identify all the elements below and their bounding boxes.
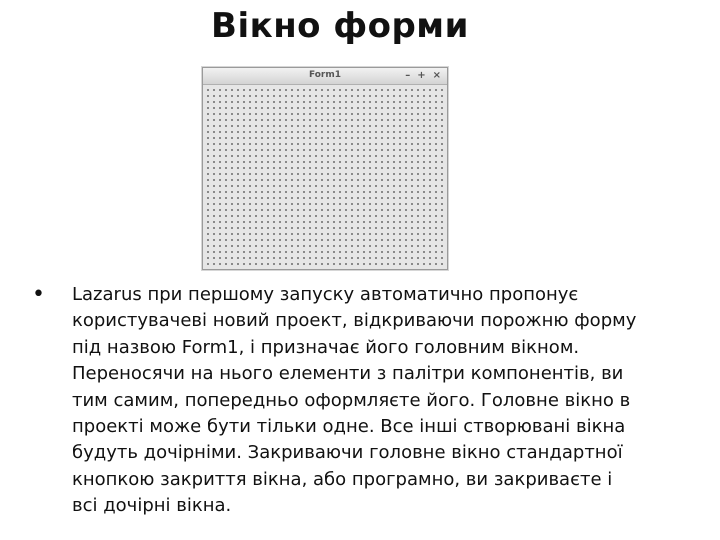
- maximize-icon[interactable]: +: [417, 70, 426, 81]
- window-controls: [405, 69, 441, 82]
- form-caption: Form1: [308, 70, 342, 80]
- form-design-grid[interactable]: [203, 85, 447, 269]
- slide-title: Вікно форми: [211, 6, 469, 46]
- minimize-icon[interactable]: –: [405, 70, 411, 81]
- form-titlebar[interactable]: [203, 68, 447, 85]
- close-icon[interactable]: ×: [432, 70, 441, 81]
- form1-window[interactable]: [202, 67, 448, 270]
- bullet-text: Lazarus при першому запуску автоматично пропонує користувачеві новий проект, відкриваючи порожню форму під назвою Form1, і призначає його головним вікном. Переносячи на нього елементи з палітри компонентів, ви тим самим, попередньо оформляєте його. Головне вікно в проекті може бути тільки одне. Все інші створювані вікна будуть дочірніми. Закриваючи головне вікно стандартної кнопкою закриття вікна, або програмно, ви закриваєте і всі дочірні вікна.: [72, 284, 637, 517]
- bullet-marker: •: [32, 282, 45, 307]
- bullet-item: [32, 282, 642, 520]
